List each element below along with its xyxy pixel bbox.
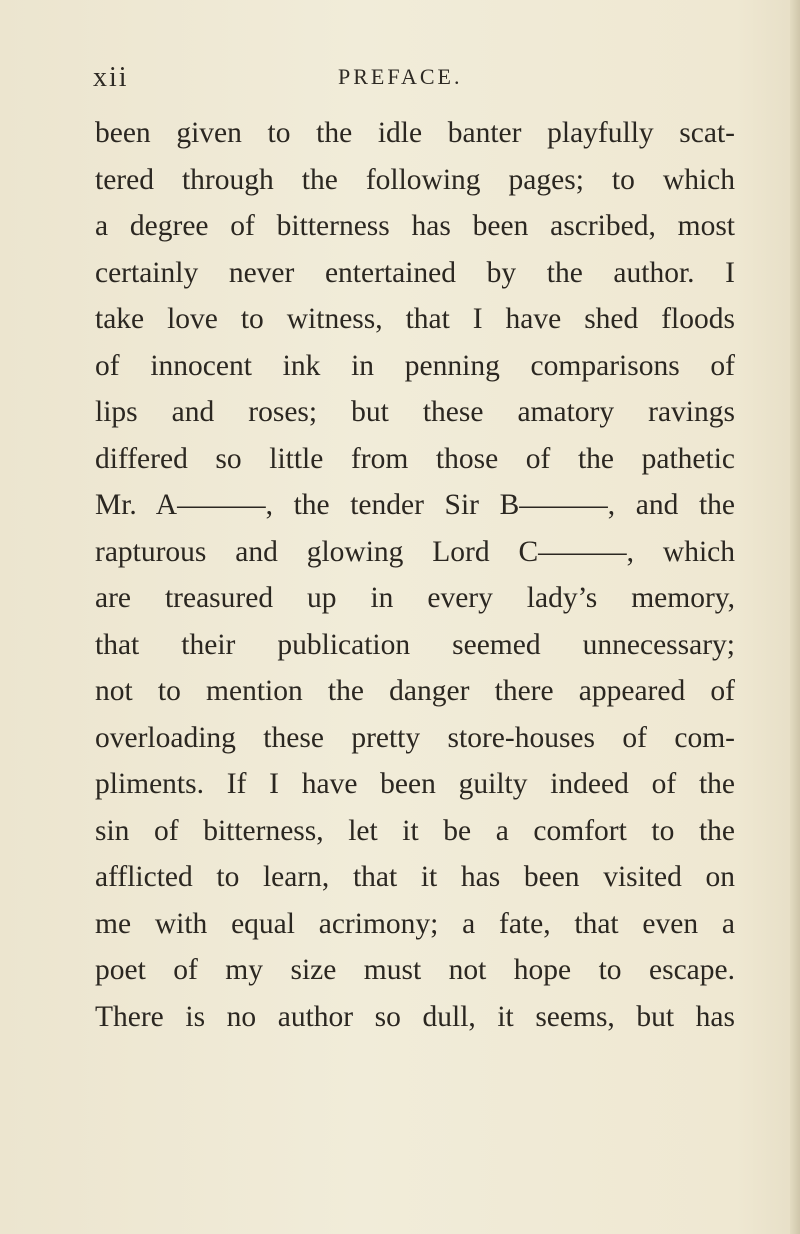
text-line: certainly never entertained by the author. I [95, 256, 735, 289]
text-line: overloading these pretty store-houses of com- [95, 721, 735, 754]
text-line: There is no author so dull, it seems, but has [95, 1000, 735, 1033]
text-line: that their publication seemed unnecessary; [95, 628, 735, 661]
text-line: take love to witness, that I have shed floods [95, 303, 735, 335]
text-line: of innocent ink in penning comparisons of [95, 349, 735, 382]
text-line: a degree of bitterness has been ascribed, most [95, 210, 735, 242]
body-text [95, 110, 735, 1040]
page-number: xii [93, 62, 129, 93]
text-line: rapturous and glowing Lord C———, which [95, 535, 735, 568]
text-line: poet of my size must not hope to escape. [95, 954, 735, 986]
text-line: lips and roses; but these amatory ravings [95, 396, 735, 428]
page-edge [790, 0, 800, 1234]
text-line: me with equal acrimony; a fate, that even a [95, 907, 735, 940]
text-line: are treasured up in every lady’s memory, [95, 582, 735, 614]
running-head: PREFACE. [338, 64, 463, 89]
text-line: differed so little from those of the pathetic [95, 442, 735, 475]
text-line: not to mention the danger there appeared of [95, 675, 735, 707]
page-header [0, 62, 800, 102]
text-line: Mr. A———, the tender Sir B———, and the [95, 489, 735, 521]
text-line: sin of bitterness, let it be a comfort to the [95, 814, 735, 847]
text-line: pliments. If I have been guilty indeed of the [95, 768, 735, 800]
text-line: been given to the idle banter playfully scat- [95, 117, 735, 149]
text-line: afflicted to learn, that it has been visited on [95, 861, 735, 893]
text-line: tered through the following pages; to which [95, 163, 735, 196]
